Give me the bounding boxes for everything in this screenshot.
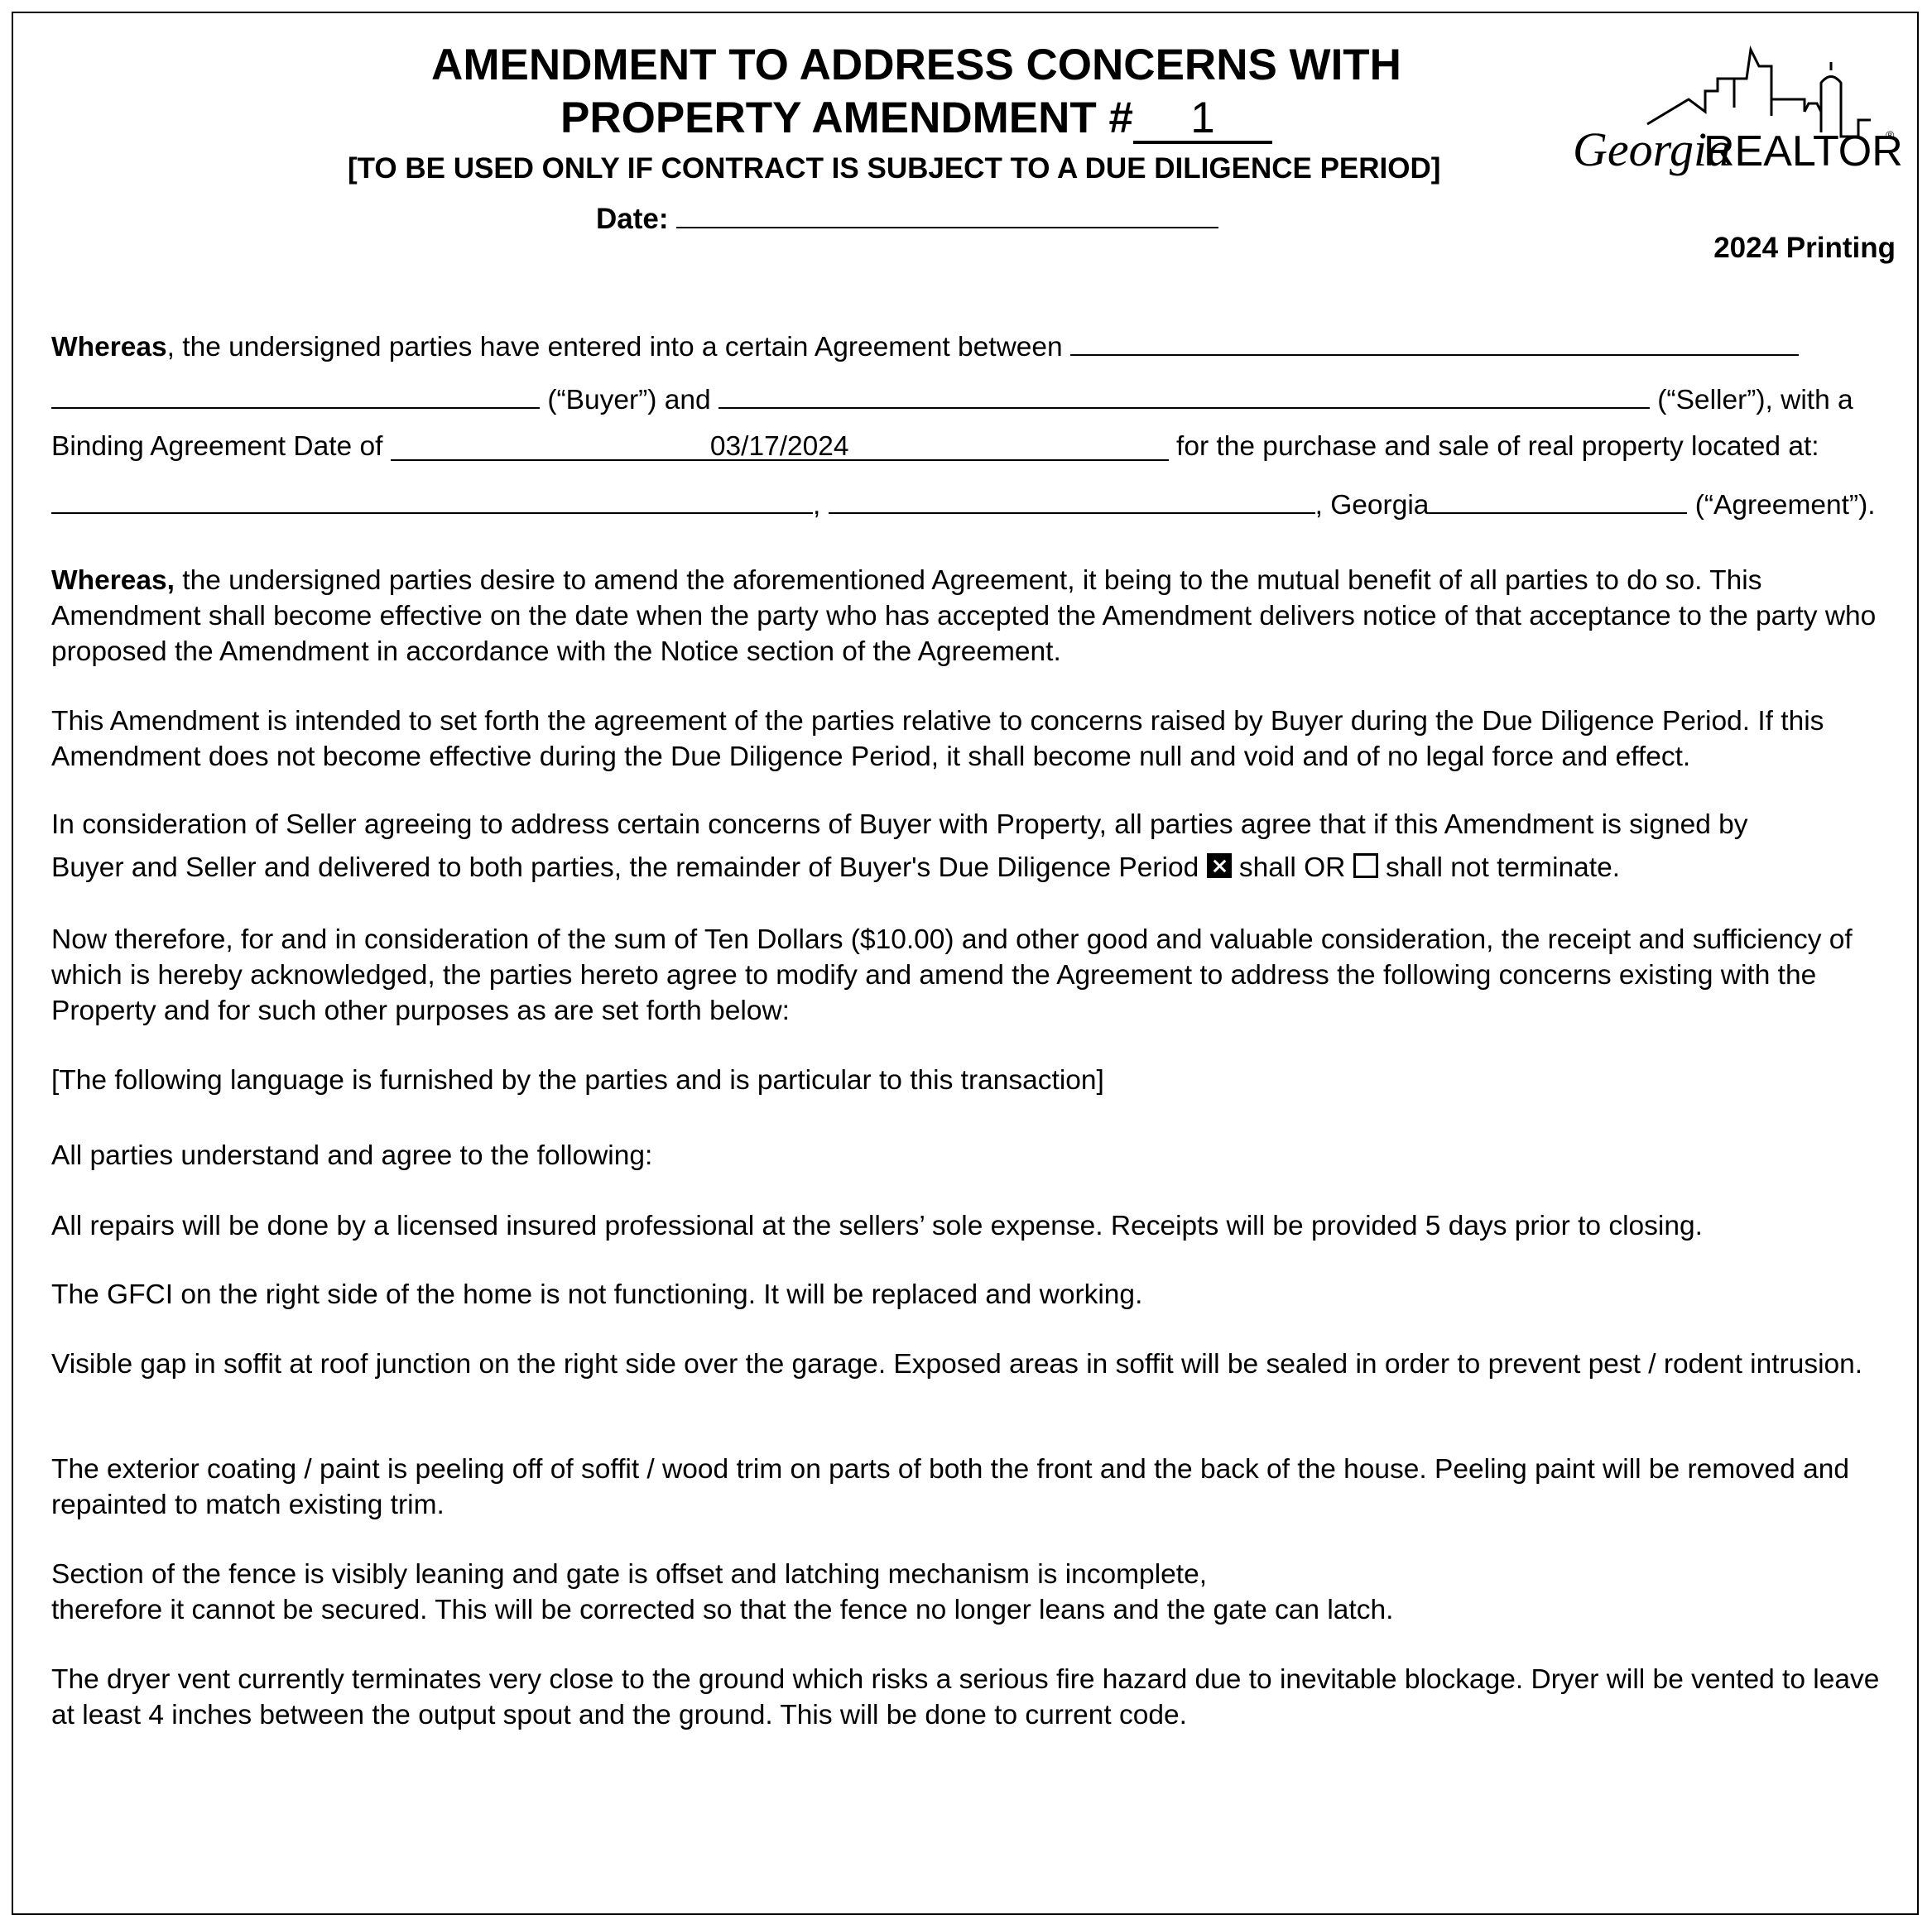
seller-name-field[interactable]	[718, 379, 1650, 409]
parties-line-2	[51, 379, 1853, 416]
consideration-line-1: In consideration of Seller agreeing to address certain concerns of Buyer with Property, all parties agree that if this Amendment is signed by	[51, 809, 1748, 840]
document-subtitle: [TO BE USED ONLY IF CONTRACT IS SUBJECT TO A DUE DILIGENCE PERIOD]	[348, 152, 1441, 185]
agreement-label: (“Agreement”).	[1694, 490, 1876, 521]
binding-date-field[interactable]: 03/17/2024	[391, 431, 1169, 461]
skyline-icon	[1573, 33, 1904, 199]
due-diligence-paragraph: This Amendment is intended to set forth the agreement of the parties relative to concerns raised by Buyer during the Due Diligence Period. If this Amendment does not become effective during the Due Diligence Period, it shall become null and void and of no legal force and effect.	[51, 706, 1824, 772]
agreement-between-text: , the undersigned parties have entered into a certain Agreement between	[166, 332, 1063, 362]
consideration-line-2	[51, 852, 1620, 884]
buyer-label: (“Buyer”) and	[547, 385, 711, 415]
binding-date-label: Binding Agreement Date of	[51, 431, 383, 462]
buyer-name-field-cont[interactable]	[51, 379, 540, 409]
georgia-label: , Georgia	[1314, 490, 1430, 521]
parties-line-4	[51, 484, 1876, 521]
shall-checkbox[interactable]	[1207, 853, 1232, 878]
shall-not-label: shall not terminate.	[1385, 852, 1621, 883]
consideration-text: Buyer and Seller and delivered to both parties, the remainder of Buyer's Due Diligence Period	[51, 852, 1199, 883]
seller-label: (“Seller”), with a	[1657, 385, 1853, 415]
property-address-field[interactable]	[51, 484, 813, 514]
purchase-text: for the purchase and sale of real property located at:	[1176, 431, 1819, 462]
fence-item-line1: Section of the fence is visibly leaning and gate is offset and latching mechanism is incomplete,	[51, 1559, 1208, 1590]
georgia-realtors-logo	[1573, 33, 1904, 199]
fence-item	[51, 1557, 1889, 1628]
parties-line-1	[51, 326, 1799, 363]
peeling-paint-item: The exterior coating / paint is peeling off of soffit / wood trim on parts of both the front and the back of the house. Peeling paint will be removed and repainted to match existing trim.	[51, 1454, 1849, 1520]
shall-not-checkbox[interactable]	[1353, 853, 1378, 878]
date-field[interactable]	[676, 199, 1218, 228]
fence-item-line2: therefore it cannot be secured. This will be corrected so that the fence no longer leans and the gate can latch.	[51, 1595, 1394, 1625]
property-city-field[interactable]	[829, 484, 1315, 514]
date-line	[596, 199, 1218, 236]
document-title-line1: AMENDMENT TO ADDRESS CONCERNS WITH	[431, 41, 1401, 89]
printing-year: 2024 Printing	[1713, 232, 1896, 264]
soffit-gap-item: Visible gap in soffit at roof junction on the right side over the garage. Exposed areas in soffit will be sealed in order to prevent pest / rodent intrusion.	[51, 1349, 1863, 1380]
shall-label: shall OR	[1238, 852, 1346, 883]
gfci-item: The GFCI on the right side of the home is not functioning. It will be replaced and working.	[51, 1279, 1143, 1310]
parties-line-3	[51, 431, 1819, 463]
whereas-heading-2: Whereas,	[51, 565, 175, 596]
furnished-language-note: [The following language is furnished by the parties and is particular to this transaction]	[51, 1065, 1104, 1096]
now-therefore-paragraph: Now therefore, for and in consideration of the sum of Ten Dollars ($10.00) and other good and valuable consideration, the receipt and sufficiency of which is hereby acknowledged, the parties hereto agree to modify and amend the Agreement to address the following concerns existing with the Property and for such other purposes as are set forth below:	[51, 924, 1853, 1026]
property-zip-field[interactable]	[1429, 484, 1687, 514]
repairs-item: All repairs will be done by a licensed insured professional at the sellers’ sole expense. Receipts will be provided 5 days prior to closing.	[51, 1211, 1703, 1241]
logo-script: Georgia	[1573, 122, 1732, 176]
logo-registered-mark: ®	[1886, 128, 1895, 142]
dryer-vent-item: The dryer vent currently terminates very close to the ground which risks a serious fire hazard due to inevitable blockage. Dryer will be vented to leave at least 4 inches between the output spout and the ground. This will be done to current code.	[51, 1664, 1880, 1730]
whereas-paragraph	[51, 563, 1889, 670]
whereas-heading: Whereas	[51, 332, 167, 362]
date-label: Date:	[596, 203, 669, 235]
whereas-paragraph-text: the undersigned parties desire to amend the aforementioned Agreement, it being to the mutual benefit of all parties to do so. This Amendment shall become effective on the date when the party who has accepted the Amendment delivers notice of that acceptance to the party who proposed the Amendment in accordance with the Notice section of the Agreement.	[51, 565, 1877, 667]
parties-agree-statement: All parties understand and agree to the following:	[51, 1140, 653, 1171]
amendment-number-field[interactable]: 1	[1133, 96, 1272, 144]
buyer-name-field[interactable]	[1070, 326, 1799, 356]
title-prefix: PROPERTY AMENDMENT #	[560, 94, 1134, 142]
comma-separator: ,	[813, 490, 821, 521]
logo-word: REALTOR	[1704, 127, 1903, 175]
